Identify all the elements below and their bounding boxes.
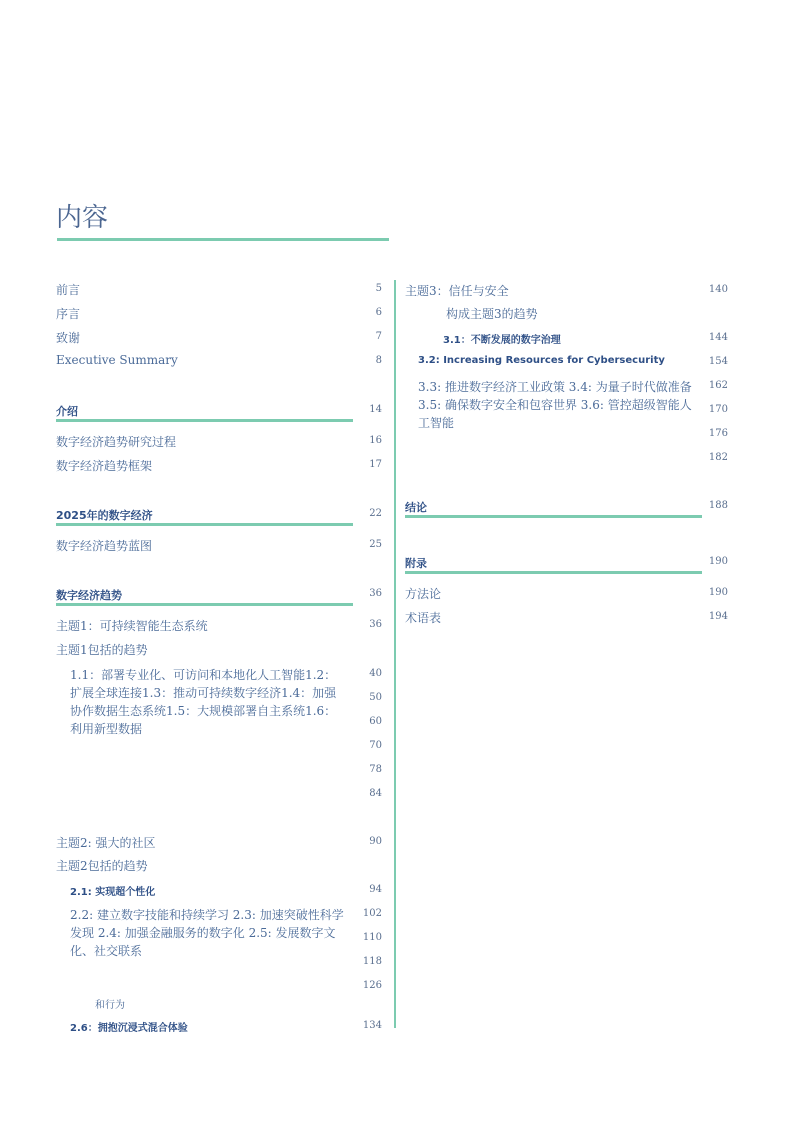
toc-entry-glossary[interactable]: 术语表 [405,611,442,625]
toc-entry-3-1[interactable]: 3.1：不断发展的数字治理 [443,335,561,346]
toc-page-number: 90 [369,836,382,847]
toc-page-number: 162 [708,380,728,391]
toc-page-number: 8 [375,355,382,366]
toc-theme1-trends[interactable]: 1.1：部署专业化、可访问和本地化人工智能1.2：扩展全球连接1.3：推动可持续数字经济1.4：加强协作数据生态系统1.5：大规模部署自主系统1.6：利用新型数据 [70,668,337,736]
toc-page-number: 7 [375,331,382,342]
toc-entry-3-2[interactable]: 3.2: Increasing Resources for Cybersecurity [418,355,665,366]
toc-page-number: 194 [708,611,728,622]
toc-entry-executive-summary[interactable]: Executive Summary [56,353,178,367]
toc-page-number: 110 [362,932,382,943]
toc-page-number: 78 [369,764,382,775]
section-rule [56,523,353,526]
toc-section-2025-economy[interactable]: 2025年的数字经济 [56,509,153,522]
toc-page-number: 22 [369,508,382,519]
toc-entry-methodology[interactable]: 方法论 [405,587,442,601]
toc-page-number: 36 [369,588,382,599]
column-divider [394,280,396,1028]
toc-page-number: 188 [708,500,728,511]
toc-page-number: 70 [369,740,382,751]
toc-page-number: 190 [708,556,728,567]
toc-page-number: 170 [708,404,728,415]
toc-page-number: 182 [708,452,728,463]
toc-page-number: 154 [708,356,728,367]
toc-entry-theme2[interactable]: 主题2: 强大的社区 [56,836,156,850]
toc-page-number: 118 [362,956,382,967]
toc-page-number: 176 [708,428,728,439]
toc-page-number: 94 [369,884,382,895]
toc-page-number: 40 [369,668,382,679]
toc-subheading: 主题2包括的趋势 [56,859,148,873]
toc-entry-theme1[interactable]: 主题1：可持续智能生态系统 [56,619,208,633]
toc-page-number: 16 [369,435,382,446]
toc-theme3-trends[interactable]: 3.3: 推进数字经济工业政策 3.4: 为量子时代做准备 3.5: 确保数字安全和包容世界 3.6: 管控超级智能人工智能 [418,380,692,430]
toc-page-number: 5 [375,283,382,294]
toc-page-number: 36 [369,619,382,630]
toc-subheading: 主题1包括的趋势 [56,643,148,657]
toc-page-number: 17 [369,459,382,470]
toc-section-appendix[interactable]: 附录 [405,557,427,570]
toc-page-number: 126 [362,980,382,991]
toc-entry[interactable]: 数字经济趋势研究过程 [56,435,177,449]
title-underline [57,238,389,241]
toc-page-number: 14 [369,404,382,415]
toc-page-number: 6 [375,307,382,318]
toc-page-number: 140 [708,284,728,295]
toc-entry-2-1[interactable]: 2.1: 实现超个性化 [70,887,156,898]
section-rule [56,419,353,422]
toc-entry-2-6[interactable]: 2.6：拥抱沉浸式混合体验 [70,1023,188,1034]
page-title: 内容 [56,203,109,233]
toc-entry-theme3[interactable]: 主题3：信任与安全 [405,284,509,298]
section-rule [405,571,702,574]
toc-section-intro[interactable]: 介绍 [56,405,78,418]
toc-page-number: 144 [708,332,728,343]
toc-page-number: 50 [369,692,382,703]
toc-page-number: 25 [369,539,382,550]
toc-entry-foreword[interactable]: 前言 [56,283,81,297]
toc-page-number: 134 [362,1020,382,1031]
toc-page-number: 84 [369,788,382,799]
toc-entry[interactable]: 数字经济趋势蓝图 [56,539,153,553]
toc-section-conclusion[interactable]: 结论 [405,501,427,514]
toc-continuation-text: 和行为 [95,1000,125,1011]
toc-page-number: 102 [362,908,382,919]
toc-subheading: 构成主题3的趋势 [446,307,538,321]
toc-entry-acknowledgements[interactable]: 致谢 [56,331,81,345]
toc-entry[interactable]: 数字经济趋势框架 [56,459,153,473]
toc-entry-preface[interactable]: 序言 [56,307,81,321]
toc-section-trends[interactable]: 数字经济趋势 [56,589,122,602]
section-rule [405,515,702,518]
toc-page-number: 190 [708,587,728,598]
section-rule [56,603,353,606]
toc-page-number: 60 [369,716,382,727]
toc-theme2-trends[interactable]: 2.2: 建立数字技能和持续学习 2.3: 加速突破性科学发现 2.4: 加强金融服务的数字化 2.5: 发展数字文化、社交联系 [70,908,344,958]
